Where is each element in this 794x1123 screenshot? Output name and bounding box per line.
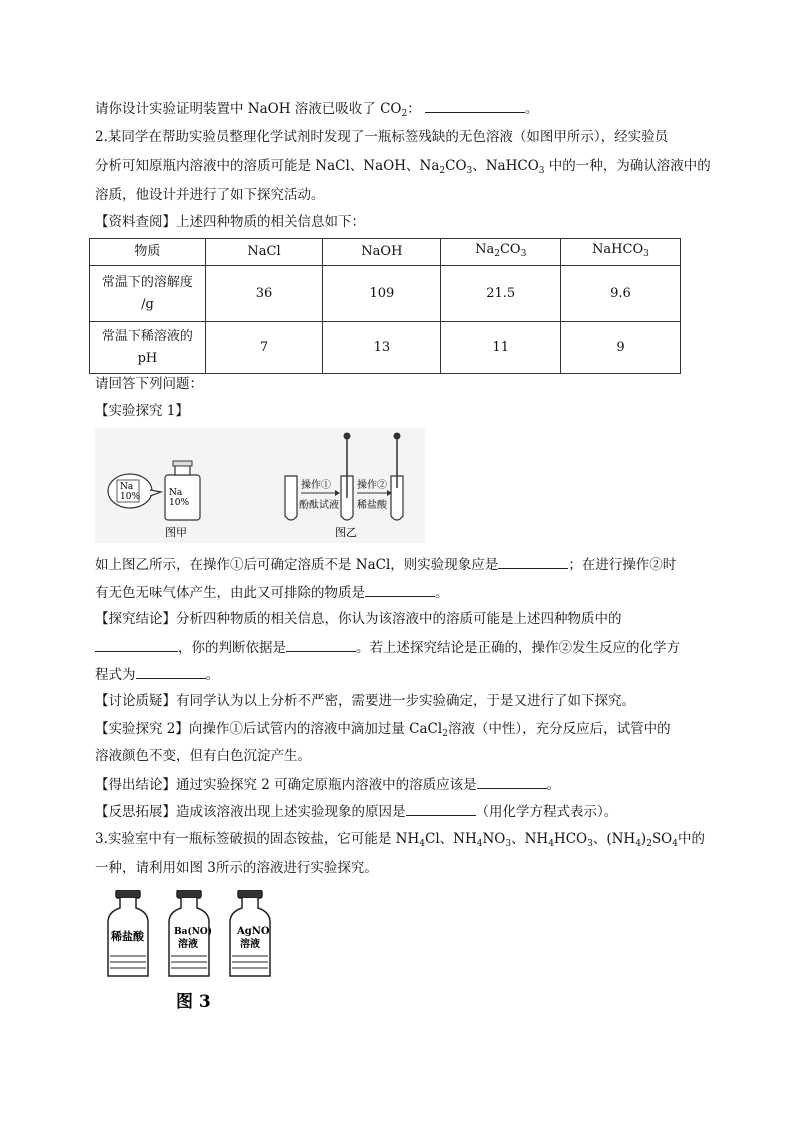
figure-caption: 图 3 xyxy=(176,992,211,1012)
answer-blank[interactable] xyxy=(95,638,178,652)
bottle-label: 稀盐酸 xyxy=(111,930,144,943)
question-line: 请你设计实验证明装置中 NaOH 溶液已吸收了 $CO_2$： 。 xyxy=(95,101,539,119)
section-heading: 【实验探究 1】 xyxy=(95,403,189,419)
question-line: 溶液颜色不变，但有白色沉淀产生。 xyxy=(95,748,311,764)
table-header: 物质 xyxy=(90,239,206,266)
q3-line-1: 3.实验室中有一瓶标签破损的固态铵盐，它可能是 $NH_4Cl$、$NH_4NO_3$、$NH_4HCO_3$、$(NH_4)_2SO_4$中的 xyxy=(95,831,705,849)
info-heading: 【资料查阅】上述四种物质的相关信息如下： xyxy=(95,214,365,230)
question-line: ，你的判断依据是 。若上述探究结论是正确的，操作②发生反应的化学方 xyxy=(95,638,680,657)
info-table xyxy=(89,238,681,374)
figure-apparatus xyxy=(95,428,425,543)
svg-text:Na: Na xyxy=(120,482,134,492)
svg-text:稀盐酸: 稀盐酸 xyxy=(357,500,387,511)
q2-line-1: 2.某同学在帮助实验员整理化学试剂时发现了一瓶标签残缺的无色溶液（如图甲所示），经实验员 xyxy=(95,129,669,145)
svg-text:10%: 10% xyxy=(169,498,190,508)
caption-jia: 图甲 xyxy=(165,526,187,539)
svg-text:酚酞试液: 酚酞试液 xyxy=(299,500,339,511)
table-row: 常温下的溶解度 /g 36 109 21.5 9.6 xyxy=(90,266,681,322)
bottle-label: Ba(NO) xyxy=(174,927,213,937)
q2-line-3: 溶质，他设计并进行了如下探究活动。 xyxy=(95,187,325,203)
q3-line-2: 一种，请利用如图 3所示的溶液进行实验探究。 xyxy=(95,860,378,876)
discussion-line: 【讨论质疑】有同学认为以上分析不严密，需要进一步实验确定，于是又进行了如下探究。 xyxy=(95,693,635,709)
table-row: 常温下稀溶液的 pH 7 13 11 9 xyxy=(90,322,681,374)
caption-yi: 图乙 xyxy=(335,526,357,539)
svg-text:操作②: 操作② xyxy=(357,480,387,491)
table-header: $Na_2CO_3$ xyxy=(441,239,560,266)
svg-text:操作①: 操作① xyxy=(301,480,331,491)
question-line: 【实验探究 2】向操作①后试管内的溶液中滴加过量 CaCl$_2$溶液（中性），充分反应后，试管中的 xyxy=(95,721,671,739)
q2-line-2: 分析可知原瓶内溶液中的溶质可能是 NaCl、NaOH、$Na_2CO_3$、NaHCO$_3$ 中的一种，为确认溶液中的 xyxy=(95,158,711,176)
bottle-label: 溶液 xyxy=(240,939,260,950)
answer-blank[interactable] xyxy=(425,99,525,113)
question-line: 【得出结论】通过实验探究 2 可确定原瓶内溶液中的溶质应该是 。 xyxy=(95,777,561,793)
question-line: 【反思拓展】造成该溶液出现上述实验现象的原因是 （用化学方程式表示）。 xyxy=(95,804,618,820)
question-line: 有无色无味气体产生，由此又可排除的物质是 。 xyxy=(95,585,449,601)
svg-text:Na: Na xyxy=(169,488,183,498)
answer-blank[interactable] xyxy=(406,802,476,816)
bottle-label: AgNO xyxy=(237,926,270,937)
answer-blank[interactable] xyxy=(498,555,568,569)
table-header: NaHCO$_3$ xyxy=(560,239,680,266)
conclusion-line: 【探究结论】分析四种物质的相关信息，你认为该溶液中的溶质可能是上述四种物质中的 xyxy=(95,611,622,627)
svg-text:10%: 10% xyxy=(120,492,141,502)
figure-3-bottles xyxy=(100,890,300,1015)
answer-blank[interactable] xyxy=(477,775,547,789)
answer-blank[interactable] xyxy=(365,583,435,597)
table-header: NaCl xyxy=(205,239,322,266)
question-line: 如上图乙所示，在操作①后可确定溶质不是 NaCl，则实验现象应是 ；在进行操作②时 xyxy=(95,557,677,573)
bottle-label: 溶液 xyxy=(178,939,198,950)
table-header: NaOH xyxy=(323,239,441,266)
question-line: 程式为 。 xyxy=(95,667,219,683)
prompt-line: 请回答下列问题： xyxy=(95,376,203,392)
answer-blank[interactable] xyxy=(136,665,206,679)
answer-blank[interactable] xyxy=(286,638,356,652)
